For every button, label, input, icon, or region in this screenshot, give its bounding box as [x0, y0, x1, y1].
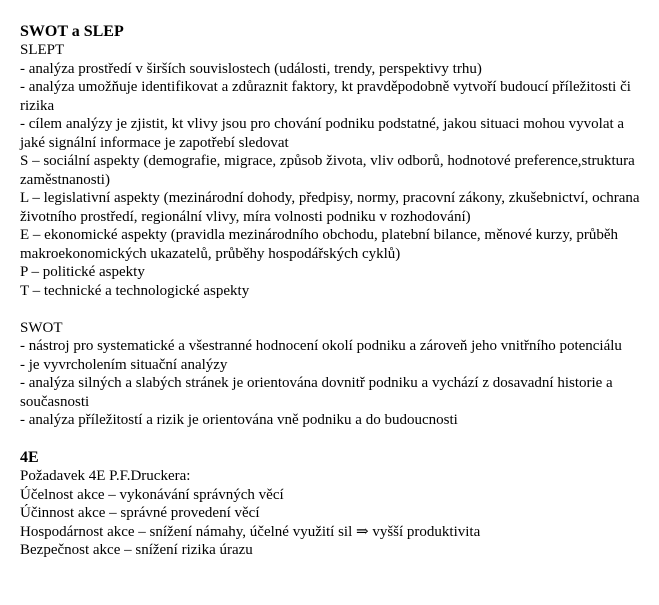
- slept-line: - cílem analýzy je zjistit, kt vlivy jsou pro chování podniku podstatné, jakou situaci mohou vyvolat a jaké signální informace je zapotřebí sledovat: [20, 116, 625, 151]
- section-title-4e: 4E: [20, 449, 39, 466]
- four-e-line: Hospodárnost akce – snížení námahy, účelné využití sil ⇒ vyšší produktivita: [20, 523, 481, 540]
- slept-line-social: S – sociální aspekty (demografie, migrace, způsob života, vliv odborů, hodnotové preference,struktura zaměstnanosti): [20, 153, 635, 188]
- swot-line: - analýza příležitostí a rizik je orientována vně podniku a do budoucnosti: [20, 412, 458, 428]
- slept-line: - analýza prostředí v širších souvislostech (události, trendy, perspektivy trhu): [20, 60, 482, 77]
- spacer: [20, 300, 659, 319]
- slept-heading: SLEPT: [20, 42, 65, 58]
- four-e-line: Účinnost akce – správné provedení věcí: [20, 505, 260, 521]
- slept-line-legislative: L – legislativní aspekty (mezinárodní dohody, předpisy, normy, pracovní zákony, zkušebnictví, ochrana životního prostředí, regionální vlivy, míra volnosti podniku v rozhodování): [20, 190, 640, 225]
- slept-line-technical: T – technické a technologické aspekty: [20, 282, 250, 299]
- swot-heading: SWOT: [20, 319, 63, 336]
- four-e-line: Bezpečnost akce – snížení rizika úrazu: [20, 542, 253, 558]
- four-e-line: Požadavek 4E P.F.Druckera:: [20, 468, 191, 484]
- swot-line: - je vyvrcholením situační analýzy: [20, 356, 228, 373]
- spacer: [20, 430, 659, 449]
- slept-line: - analýza umožňuje identifikovat a zdůraznit faktory, kt pravděpodobně vytvoří budoucí příležitosti či rizika: [20, 79, 631, 114]
- swot-line: - nástroj pro systematické a všestranné hodnocení okolí podniku a zároveň jeho vnitřního potenciálu: [20, 338, 622, 354]
- slept-line-economic: E – ekonomické aspekty (pravidla mezinárodního obchodu, platební bilance, měnové kurzy, průběh makroekonomických ukazatelů, průběhy hospodářských cyklů): [20, 227, 619, 262]
- swot-line: - analýza silných a slabých stránek je orientována dovnitř podniku a vychází z dosavadní historie a současnosti: [20, 375, 613, 410]
- section-title-swot-slep: SWOT a SLEP: [20, 23, 124, 40]
- slept-line-political: P – politické aspekty: [20, 264, 145, 280]
- four-e-line: Účelnost akce – vykonávání správných věcí: [20, 486, 284, 503]
